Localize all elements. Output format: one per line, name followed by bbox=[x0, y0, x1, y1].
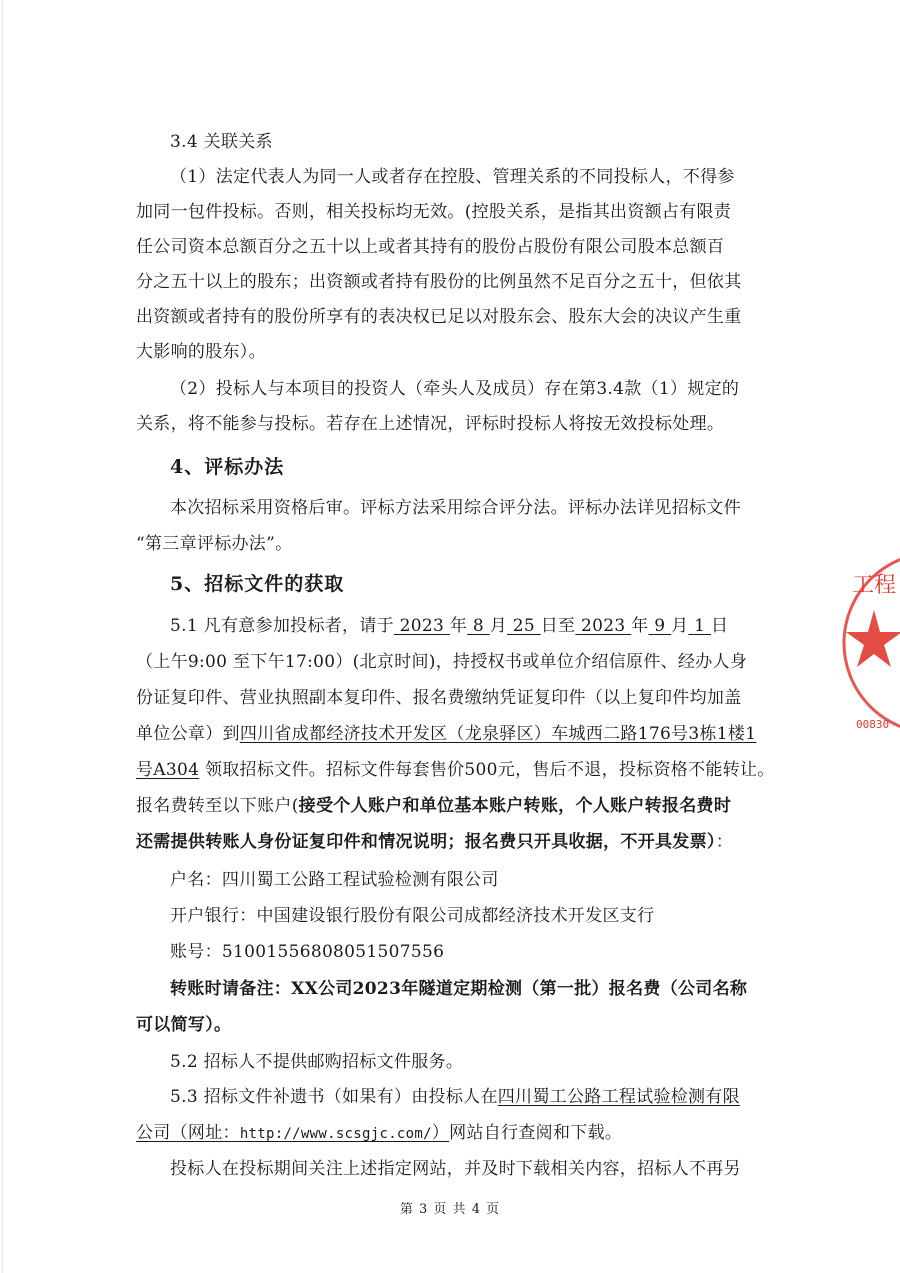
paragraph-line bbox=[0, 722, 900, 746]
seal-serial: 00830 bbox=[856, 718, 890, 731]
paragraph-line bbox=[0, 830, 900, 854]
bold-note: 还需提供转账人身份证复印件和情况说明；报名费只开具收据，不开具发票） bbox=[136, 832, 716, 852]
account-name: 户名：四川蜀工公路工程试验检测有限公司 bbox=[170, 870, 499, 890]
start-day: 25 bbox=[512, 616, 535, 636]
text-segment: ： bbox=[715, 832, 734, 852]
company-link: 四川蜀工公路工程试验检测有限 bbox=[497, 1087, 740, 1107]
paragraph-line: 加同一包件投标。否则，相关投标均无效。(控股关系，是指其出资额占有限责 bbox=[136, 202, 732, 222]
website-link[interactable]: 公司（网址：http://www.scsgjc.com/） bbox=[136, 1123, 450, 1143]
year-label: 年 bbox=[449, 616, 468, 636]
month-label: 月 bbox=[671, 616, 689, 636]
s51-prefix: 5.1 凡有意参加投标者，请于 bbox=[170, 616, 394, 636]
transfer-remark: 转账时请备注：XX公司2023年隧道定期检测（第一批）报名费（公司名称 bbox=[170, 979, 748, 999]
page-number: 第 3 页 共 4 页 bbox=[399, 1202, 501, 1217]
end-year: 2023 bbox=[581, 616, 626, 636]
section-3-4-title: 3.4 关联关系 bbox=[170, 132, 273, 152]
paragraph-line: 任公司资本总额百分之五十以上或者其持有的股份占股份有限公司股本总额百 bbox=[136, 237, 725, 257]
paragraph-line: 关系，将不能参与投标。若存在上述情况，评标时投标人将按无效投标处理。 bbox=[136, 414, 725, 434]
day-label: 日 bbox=[710, 616, 729, 636]
text-segment: 单位公章）到 bbox=[136, 724, 240, 744]
seal-text: 工程 bbox=[852, 573, 897, 598]
bold-note: 接受个人账户和单位基本账户转账，个人账户转报名费时 bbox=[298, 796, 732, 816]
paragraph-line: “第三章评标办法”。 bbox=[136, 534, 293, 554]
paragraph-line: （2）投标人与本项目的投资人（牵头人及成员）存在第3.4款（1）规定的 bbox=[170, 379, 740, 399]
start-year: 2023 bbox=[399, 616, 445, 636]
paragraph-line: 出资额或者持有的股份所享有的表决权已足以对股东会、股东大会的决议产生重 bbox=[136, 307, 742, 327]
paragraph-line: 投标人在投标期间关注上述指定网站，并及时下载相关内容，招标人不再另 bbox=[170, 1159, 741, 1179]
section-5-2: 5.2 招标人不提供邮购招标文件服务。 bbox=[170, 1052, 464, 1072]
day-to-label: 日至 bbox=[540, 616, 576, 636]
end-day: 1 bbox=[694, 616, 706, 636]
start-month: 8 bbox=[472, 616, 485, 636]
seal-icon bbox=[836, 548, 900, 738]
section-5-3-line-1 bbox=[0, 1085, 900, 1109]
paragraph-line bbox=[0, 758, 900, 782]
month-label: 月 bbox=[489, 616, 508, 636]
paragraph-line: 本次招标采用资格后审。评标方法采用综合评分法。评标办法详见招标文件 bbox=[170, 498, 741, 518]
address-link: 四川省成都经济技术开发区（龙泉驿区）车城西二路176号3栋1楼1 bbox=[239, 724, 757, 744]
text-segment: 报名费转至以下账户( bbox=[136, 796, 299, 816]
section-5-title: 5、招标文件的获取 bbox=[170, 573, 345, 595]
text-segment: 网站自行查阅和下载。 bbox=[449, 1123, 623, 1143]
paragraph-line bbox=[0, 1121, 900, 1146]
paragraph-line: 分之五十以上的股东；出资额或者持有股份的比例虽然不足百分之五十，但依其 bbox=[136, 272, 742, 292]
bank-name: 开户银行：中国建设银行股份有限公司成都经济技术开发区支行 bbox=[170, 906, 655, 926]
transfer-remark-cont: 可以简写）。 bbox=[136, 1015, 232, 1035]
account-number: 账号：51001556808051507556 bbox=[170, 942, 445, 962]
end-month: 9 bbox=[654, 616, 666, 636]
company-seal bbox=[836, 548, 900, 738]
paragraph-line: 大影响的股东）。 bbox=[136, 342, 266, 362]
text-segment: 领取招标文件。招标文件每套售价500元，售后不退，投标资格不能转让。 bbox=[199, 760, 775, 780]
paragraph-line: 份证复印件、营业执照副本复印件、报名费缴纳凭证复印件（以上复印件均加盖 bbox=[136, 688, 742, 708]
section-4-title: 4、评标办法 bbox=[170, 456, 285, 478]
address-link-cont: 号A304 bbox=[136, 760, 200, 780]
section-5-1-line-1 bbox=[0, 614, 900, 638]
paragraph-line bbox=[0, 794, 900, 818]
year-label: 年 bbox=[631, 616, 649, 636]
paragraph-line: （上午9:00 至下午17:00）(北京时间)，持授权书或单位介绍信原件、经办人身 bbox=[136, 652, 748, 672]
text-segment: 5.3 招标文件补遗书（如果有）由投标人在 bbox=[170, 1087, 498, 1107]
paragraph-line: （1）法定代表人为同一人或者存在控股、管理关系的不同投标人，不得参 bbox=[170, 167, 735, 187]
